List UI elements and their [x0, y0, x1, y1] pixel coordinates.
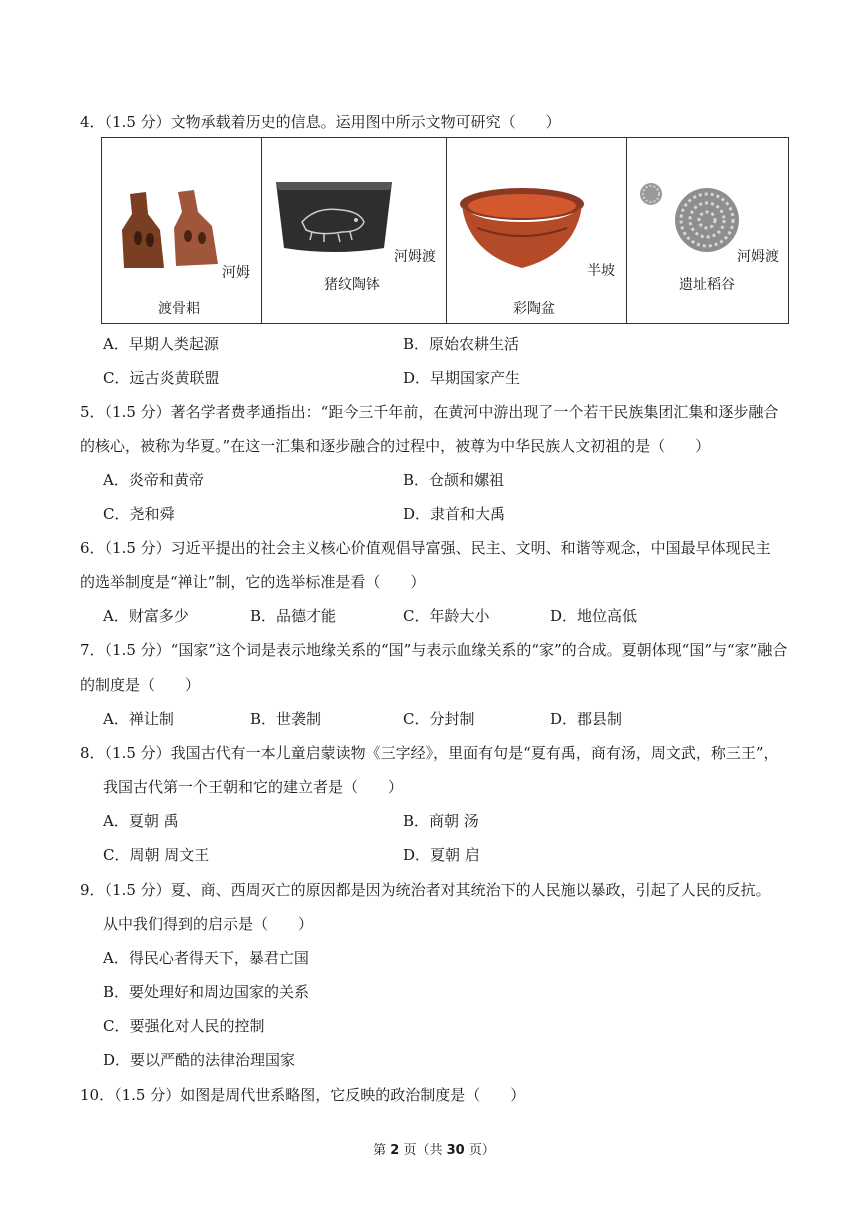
q4-stem: 4．（1.5 分）文物承载着历史的信息。运用图中所示文物可研究（ ） [80, 113, 561, 131]
footer-page-number: 2 [390, 1143, 400, 1158]
q6-option-d[interactable]: D．地位高低 [550, 607, 638, 625]
q7-option-c[interactable]: C．分封制 [403, 710, 475, 728]
q6-stem-line1: 6．（1.5 分）习近平提出的社会主义核心价值观倡导富强、民主、文明、和谐等观念，中国最早体现民主 [80, 539, 771, 557]
figure-side-caption: 半坡 [587, 263, 615, 279]
q8-option-d[interactable]: D．夏朝 启 [403, 846, 480, 864]
rice-grains-image [635, 178, 747, 254]
q4-option-b[interactable]: B．原始农耕生活 [403, 335, 520, 353]
figure-bottom-caption: 渡骨耜 [158, 301, 200, 317]
q9-option-c[interactable]: C．要强化对人民的控制 [103, 1017, 265, 1035]
figure-side-caption: 河姆渡 [737, 249, 779, 265]
footer-prefix: 第 [373, 1143, 391, 1158]
q6-option-c[interactable]: C．年龄大小 [403, 607, 490, 625]
q5-option-c[interactable]: C．尧和舜 [103, 505, 175, 523]
q7-stem-line2: 的制度是（ ） [80, 676, 201, 694]
footer-suffix: 页） [464, 1143, 495, 1158]
figure-bottom-caption: 遗址稻谷 [679, 277, 735, 293]
q8-option-a[interactable]: A．夏朝 禹 [103, 812, 179, 830]
q7-option-a[interactable]: A．禅让制 [103, 710, 174, 728]
q5-option-a[interactable]: A．炎帝和黄帝 [103, 471, 204, 489]
pig-pattern-pottery-image [272, 178, 396, 256]
q6-option-b[interactable]: B．品德才能 [250, 607, 337, 625]
q5-option-d[interactable]: D．隶首和大禹 [403, 505, 506, 523]
figure-side-caption: 河姆渡 [394, 249, 436, 265]
q8-stem-line2: 我国古代第一个王朝和它的建立者是（ ） [103, 778, 404, 796]
q4-option-d[interactable]: D．早期国家产生 [403, 369, 521, 387]
figure-bottom-caption: 彩陶盆 [513, 301, 555, 317]
q8-option-b[interactable]: B．商朝 汤 [403, 812, 479, 830]
q4-option-c[interactable]: C．远古炎黄联盟 [103, 369, 220, 387]
q9-option-a[interactable]: A．得民心者得天下，暴君亡国 [103, 949, 309, 967]
q6-stem-line2: 的选举制度是“禅让”制，它的选举标准是看（ ） [80, 573, 426, 591]
q10-stem: 10．（1.5 分）如图是周代世系略图，它反映的政治制度是（ ） [80, 1086, 526, 1104]
bone-spade-image [112, 186, 232, 276]
q9-option-d[interactable]: D．要以严酷的法律治理国家 [103, 1051, 296, 1069]
figure-cell-bone-spade [102, 138, 262, 324]
figure-cell-rice-grains [627, 138, 789, 324]
q9-stem-line2: 从中我们得到的启示是（ ） [103, 915, 314, 933]
figure-bottom-caption: 猪纹陶钵 [324, 277, 380, 293]
q4-option-a[interactable]: A．早期人类起源 [103, 335, 219, 353]
q7-option-b[interactable]: B．世袭制 [250, 710, 322, 728]
q7-stem-line1: 7．（1.5 分）“国家”这个词是表示地缘关系的“国”与表示血缘关系的“家”的合成。夏朝体现“国”与“家”融合 [80, 641, 788, 659]
q8-option-c[interactable]: C．周朝 周文王 [103, 846, 210, 864]
q5-stem-line2: 的核心，被称为华夏。”在这一汇集和逐步融合的过程中，被尊为中华民族人文初祖的是（ ） [80, 437, 711, 455]
footer-total-pages: 30 [446, 1143, 465, 1158]
q7-option-d[interactable]: D．郡县制 [550, 710, 623, 728]
figure-side-caption: 河姆 [222, 265, 250, 281]
figure-cell-pig-pottery [262, 138, 447, 324]
q6-option-a[interactable]: A．财富多少 [103, 607, 189, 625]
q9-option-b[interactable]: B．要处理好和周边国家的关系 [103, 983, 310, 1001]
footer-middle: 页（共 [399, 1143, 447, 1158]
q9-stem-line1: 9．（1.5 分）夏、商、西周灭亡的原因都是因为统治者对其统治下的人民施以暴政，引起了人民的反抗。 [80, 881, 771, 899]
figure-cell-painted-basin [447, 138, 627, 324]
q5-stem-line1: 5．（1.5 分）著名学者费孝通指出：“距今三千年前，在黄河中游出现了一个若干民族集团汇集和逐步融合 [80, 403, 779, 421]
q8-stem-line1: 8．（1.5 分）我国古代有一本儿童启蒙读物《三字经》，里面有句是“夏有禹，商有汤，周文武，称三王”， [80, 744, 779, 762]
q4-figure-table [101, 137, 789, 324]
painted-pottery-basin-image [457, 184, 587, 274]
q5-option-b[interactable]: B．仓颉和嫘祖 [403, 471, 505, 489]
page-footer [0, 1139, 868, 1158]
